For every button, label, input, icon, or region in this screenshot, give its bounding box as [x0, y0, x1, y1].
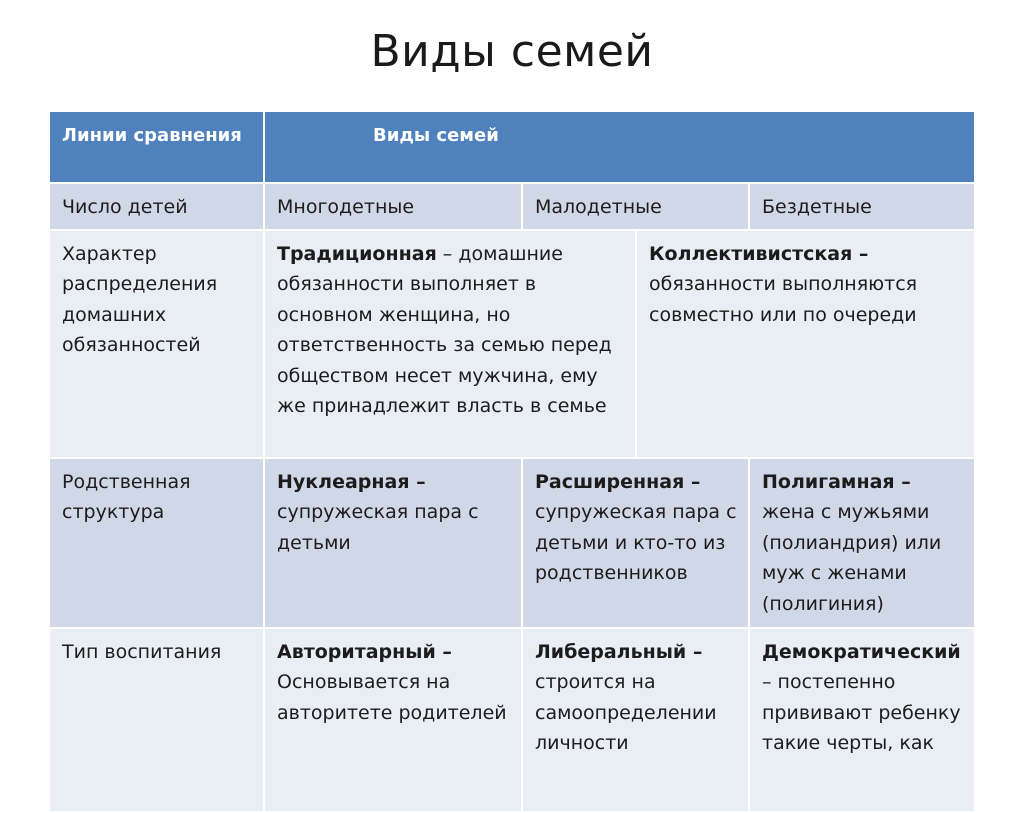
table-row-children	[49, 183, 975, 230]
type-cell	[264, 628, 522, 812]
type-cell	[636, 230, 975, 458]
type-term: Расширенная –	[535, 470, 701, 493]
criterion-cell: Число детей	[49, 183, 264, 230]
type-cell	[522, 458, 749, 628]
type-description: обязанности выполняются совместно или по очереди	[649, 273, 918, 326]
type-term: Полигамная –	[762, 470, 911, 493]
type-description: – домашние обязанности выполняет в основном женщина, но ответственность за семью перед обществом несет мужчина, ему же принадлежит власть в семье	[277, 242, 612, 417]
type-term: Демократический	[762, 640, 961, 663]
type-description: Основывается на авторитете родителей	[277, 671, 507, 724]
criterion-cell: Тип воспитания	[49, 628, 264, 812]
type-cell	[522, 628, 749, 812]
type-term: Традиционная	[277, 242, 437, 265]
type-cell: Малодетные	[522, 183, 749, 230]
type-cell: Бездетные	[749, 183, 975, 230]
header-row	[49, 111, 975, 183]
header-comparison: Линии сравнения	[49, 111, 264, 183]
type-term: Либеральный –	[535, 640, 703, 663]
type-term: Авторитарный –	[277, 640, 452, 663]
family-types-table	[48, 110, 976, 813]
type-cell: Многодетные	[264, 183, 522, 230]
type-description: жена с мужьями (полиандрия) или муж с женами (полигиния)	[762, 501, 942, 615]
type-term: Коллективистская –	[649, 242, 869, 265]
type-description: – постепенно прививают ребенку такие черты, как	[762, 671, 961, 754]
type-cell	[749, 628, 975, 812]
type-description: супружеская пара с детьми	[277, 501, 479, 554]
type-cell	[264, 458, 522, 628]
type-cell	[749, 458, 975, 628]
table-row-upbringing	[49, 628, 975, 812]
slide-title: Виды семей	[370, 26, 654, 77]
table-row-duties	[49, 230, 975, 458]
type-description: супружеская пара с детьми и кто-то из родственников	[535, 501, 737, 584]
table-row-kinship	[49, 458, 975, 628]
type-cell	[264, 230, 636, 458]
type-description: строится на самоопределении личности	[535, 671, 717, 754]
type-term: Нуклеарная –	[277, 470, 426, 493]
header-family-types: Виды семей	[264, 111, 975, 183]
criterion-cell: Родственная структура	[49, 458, 264, 628]
criterion-cell: Характер распределения домашних обязанностей	[49, 230, 264, 458]
